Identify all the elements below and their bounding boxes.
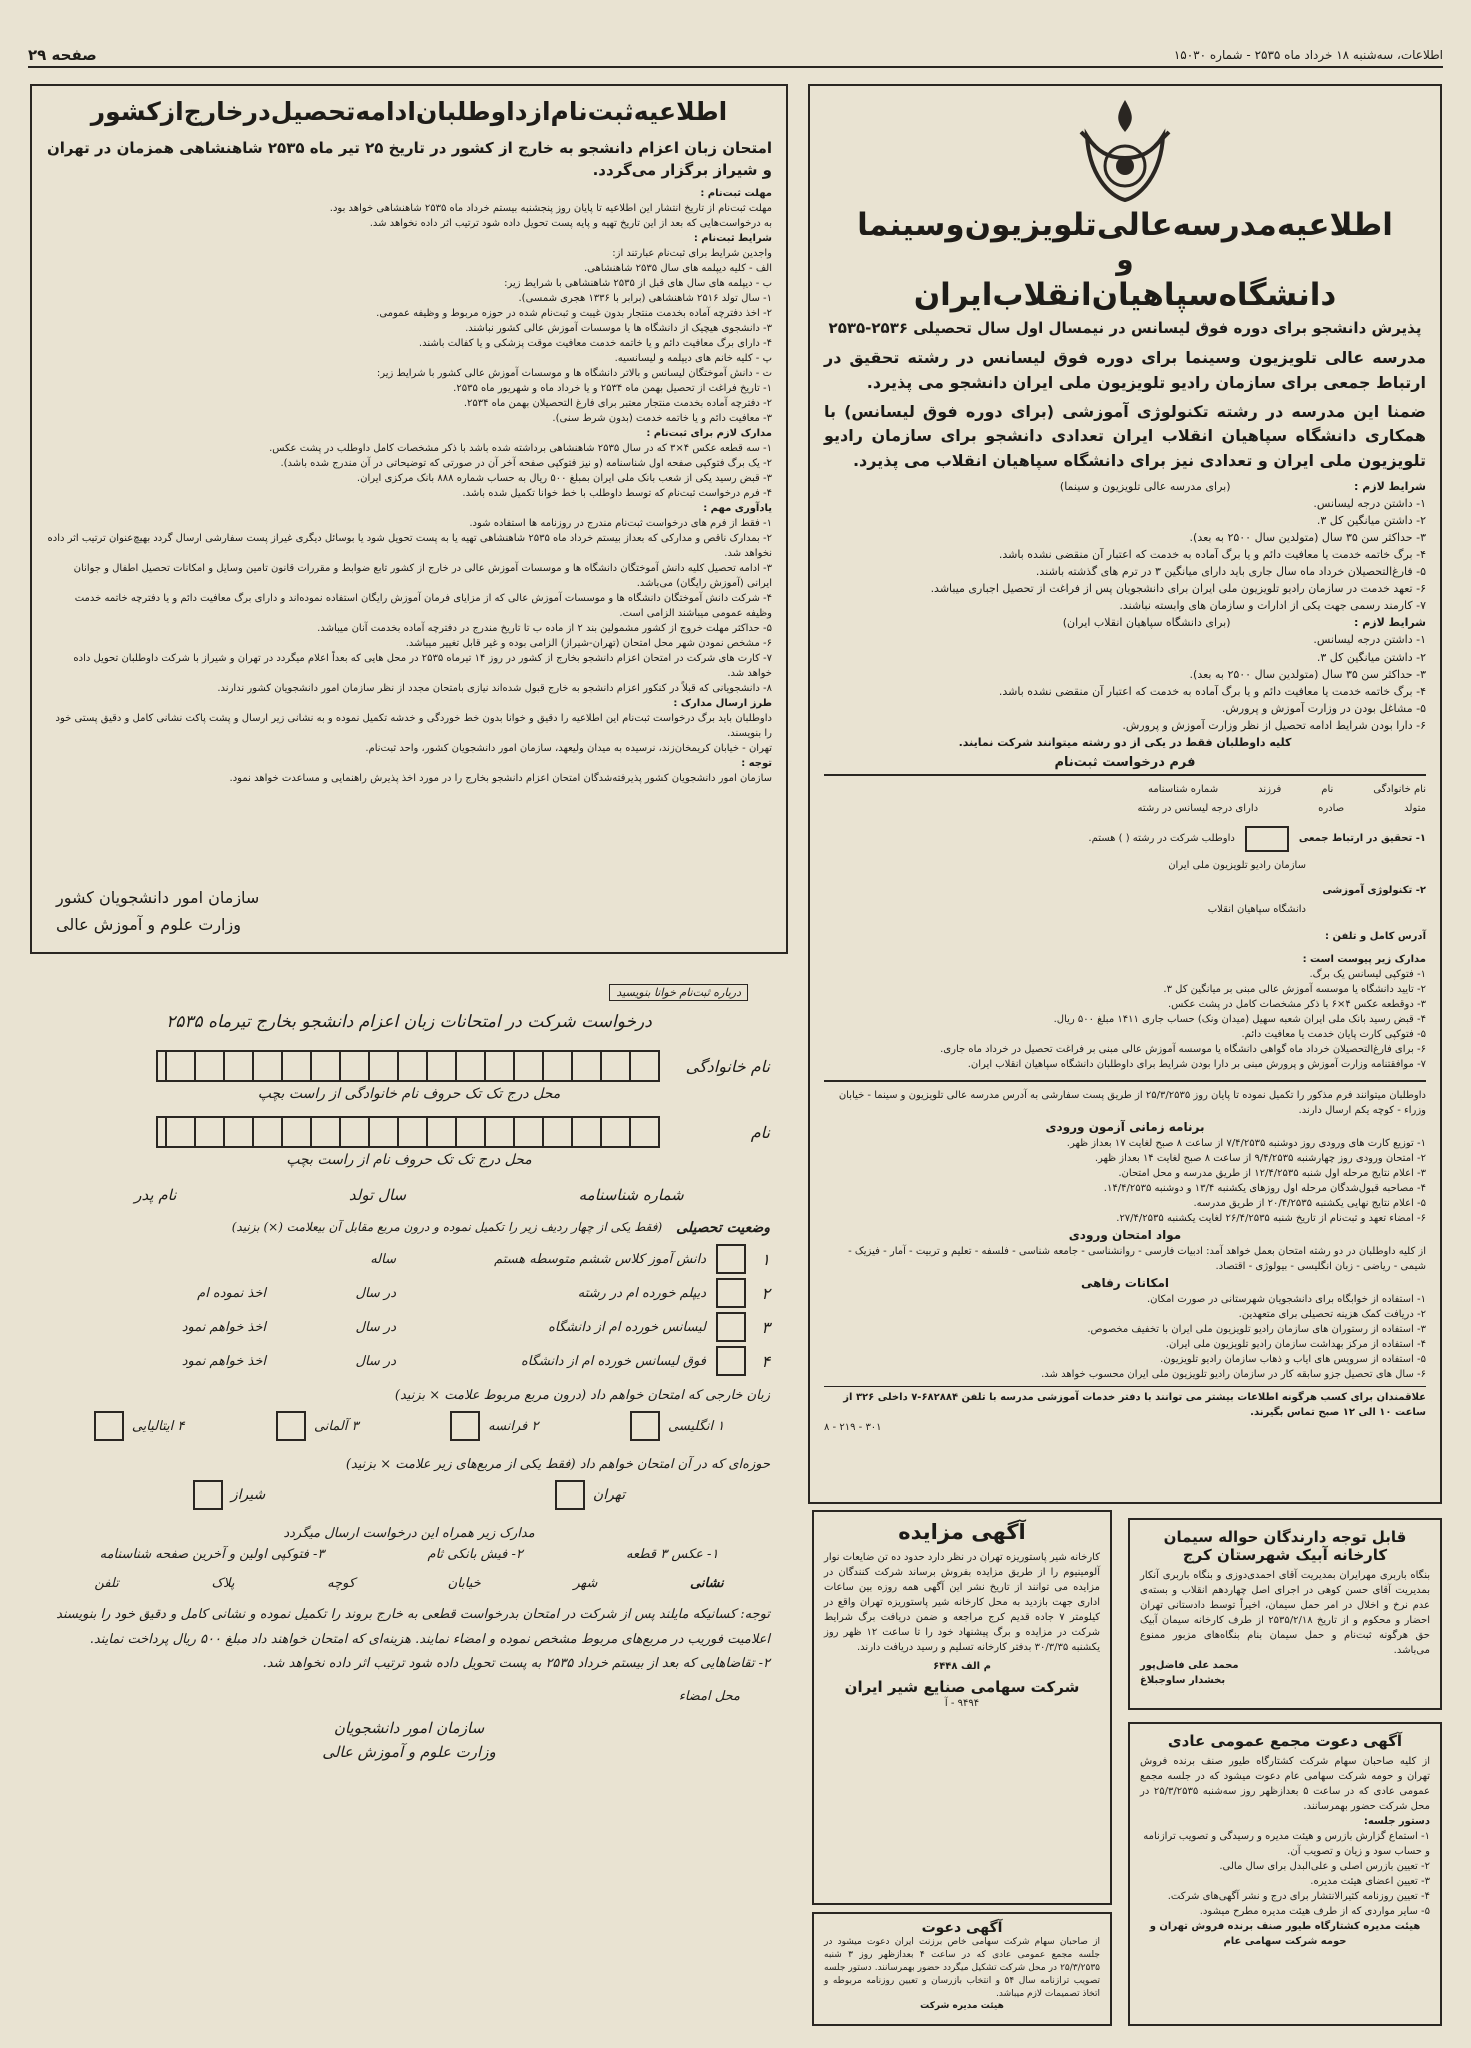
row-label: دیپلم خورده ام در رشته bbox=[577, 1285, 706, 1301]
section-line: ۲- دفترچه آماده بخدمت منتجار معتبر برای فارغ التحصیلان بهمن ماه ۲۵۳۴. bbox=[463, 397, 772, 409]
schedule-list bbox=[824, 1136, 1426, 1226]
section-line: ۵- حداکثر مهلت خروج از کشور مشمولین بند ۲ از ماده ب تا تاریخ مندرج در دفترچه آماده بخدمت آنان میباشد. bbox=[317, 622, 772, 634]
form-option-1-tail: داوطلب شرکت در رشته ( ) هستم. bbox=[1088, 833, 1235, 845]
form-option-1: ۱- تحقیق در ارتباط جمعی bbox=[1298, 833, 1426, 845]
row-right: ساله bbox=[370, 1251, 396, 1267]
list-item: ۲- تایید دانشگاه یا موسسه آموزش عالی مبنی بر میانگین کل ۳. bbox=[1163, 983, 1426, 995]
form-title: فرم درخواست ثبت‌نام bbox=[824, 755, 1426, 776]
school-title-1: اطلاعیه‌مدرسه‌عالی‌تلویزیون‌وسینما bbox=[857, 207, 1393, 243]
signature-ministry: وزارت علوم و آموزش عالی bbox=[56, 914, 241, 934]
section-heading: طرز ارسال مدارک : bbox=[673, 697, 772, 709]
list-item: ۵- مشاغل بودن در وزارت آموزش و پرورش. bbox=[1221, 701, 1426, 715]
school-title-and: و bbox=[1116, 242, 1134, 276]
section bbox=[46, 696, 772, 756]
education-row bbox=[48, 1310, 770, 1344]
section-line: ۱- تاریخ فراغت از تحصیل بهمن ماه ۲۵۳۴ و یا خرداد ماه و شهریور ماه ۲۵۳۵. bbox=[453, 382, 772, 394]
list-item: ۴- تعیین روزنامه کثیرالانتشار برای درج و نشر آگهی‌های شرکت. bbox=[1167, 1891, 1430, 1902]
form-docs-title: مدارک زیر پیوست است : bbox=[1302, 953, 1426, 965]
section-line: ۱- فقط از فرم های درخواست ثبت‌نام مندرج در روزنامه ها استفاده شود. bbox=[469, 517, 772, 529]
education-row bbox=[48, 1344, 770, 1378]
form-option-2-org: دانشگاه سپاهیان انقلاب bbox=[1207, 903, 1306, 915]
section-line: مهلت ثبت‌نام از تاریخ انتشار این اطلاعیه تا پایان روز پنجشنبه بیستم خرداد ماه ۲۵۳۵ شاهنشاهی خواهد بود. bbox=[329, 202, 772, 214]
school-logo bbox=[1065, 96, 1185, 206]
section-line: ۳- قبض رسید یکی از شعب بانک ملی ایران بمبلغ ۵۰۰ ریال به حساب شماره ۸۸۸ بانک مرکزی ایران. bbox=[356, 472, 772, 484]
first-name-row bbox=[48, 1116, 770, 1148]
invite-sign: هیئت مدیره شرکت bbox=[920, 2001, 1004, 2012]
conditions-heading bbox=[824, 478, 1426, 495]
list-item: ۱- داشتن درجه لیسانس. bbox=[1313, 633, 1426, 647]
form-field-father[interactable]: فرزند bbox=[1258, 783, 1282, 795]
conditions-footnote: کلیه داوطلبان فقط در یکی از دو رشته میتوانند شرکت نمایند. bbox=[958, 735, 1292, 749]
assembly-agenda bbox=[1140, 1829, 1430, 1919]
exam-notice bbox=[30, 84, 788, 954]
list-item: ۳- دوقطعه عکس ۴×۶ با ذکر مشخصات کامل در پشت عکس. bbox=[1168, 998, 1426, 1010]
language-options bbox=[48, 1411, 770, 1441]
invite-notice bbox=[812, 1912, 1112, 2026]
city-options bbox=[48, 1480, 770, 1510]
section-line: ۳- دانشجوی هیچیک از دانشگاه ها یا موسسات آموزش عالی کشور نباشند. bbox=[465, 322, 772, 334]
birth-id[interactable]: شماره شناسنامه bbox=[578, 1186, 684, 1204]
language-label: ۱ انگلیسی bbox=[668, 1418, 725, 1434]
list-item: ۷- کارمند رسمی جهت یکی از ادارات و سازمان های وابسته نباشند. bbox=[1119, 599, 1426, 613]
assembly-sign: هیئت مدیره کشتارگاه طیور صنف برنده فروش تهران و حومه شرکت سهامی عام bbox=[1149, 1921, 1421, 1947]
row-mid: در سال bbox=[355, 1353, 396, 1369]
section bbox=[46, 231, 772, 426]
form-org bbox=[48, 1716, 770, 1764]
assembly-notice bbox=[1128, 1722, 1442, 2026]
section bbox=[46, 426, 772, 501]
row-right: اخذ نموده ام bbox=[197, 1285, 266, 1301]
language-option bbox=[450, 1411, 538, 1441]
cement-title: قابل توجه دارندگان حواله سیمان bbox=[1163, 1528, 1407, 1546]
exam-notice-lead: امتحان زبان اعزام دانشجو به خارج از کشور در تاریخ ۲۵ تیر ماه ۲۵۳۵ شاهنشاهی همزمان در تهران و شیراز برگزار می‌گردد. bbox=[46, 138, 772, 179]
section-line: ت - دانش آموختگان لیسانس و بالاتر دانشگاه ها و موسسات آموزش عالی کشور با شرایط زیر: bbox=[376, 367, 772, 379]
form-option-2: ۲- تکنولوژی آموزشی bbox=[1322, 884, 1426, 896]
deadline-text: داوطلبان میتوانند فرم مذکور را تکمیل نموده تا پایان روز ۲۵/۳/۲۵۳۵ از طریق پست سفارشی به آدرس مدرسه عالی تلویزیون و سینما - خیابان وزراء - کوچه یکم ارسال دارند. bbox=[838, 1089, 1426, 1116]
form-option-1-org: سازمان رادیو تلویزیون ملی ایران bbox=[1168, 859, 1306, 871]
father-name[interactable]: نام پدر bbox=[134, 1186, 177, 1204]
list-item: ۳- اعلام نتایج مرحله اول شنبه ۱۲/۴/۲۵۳۵ از طریق مدرسه و محل امتحان. bbox=[1118, 1167, 1426, 1179]
list-item: ۱- فتوکپی لیسانس یک برگ. bbox=[1309, 968, 1426, 980]
language-option bbox=[94, 1411, 185, 1441]
form-note: توجه: کسانیکه مایلند پس از شرکت در امتحان بدرخواست قطعی به خارج بروند را تکمیل نموده و نشانی کامل و دقیق خود را بنویسند اعلامیت فوریب در مربع‌های مربوط مشخص نموده و امضاء نمایند. هزینه‌ای که امتحان خواهند داد مبلغ ۵۰۰ ریال پرداخت نمایند. bbox=[56, 1607, 770, 1647]
list-item: ۶- برای فارغ‌التحصیلان خرداد ماه گواهی دانشگاه یا موسسه آموزش عالی مبنی بر فراغت تحصیل در خرداد ماه جاری. bbox=[940, 1043, 1426, 1055]
row-right: اخذ خواهم نمود bbox=[181, 1319, 266, 1335]
form-docs-list bbox=[824, 967, 1426, 1072]
list-item: ۳- فتوکپی اولین و آخرین صفحه شناسنامه bbox=[99, 1547, 325, 1562]
list-item: ۱- استفاده از خوابگاه برای دانشجویان شهرستانی در صورت امکان. bbox=[1146, 1293, 1426, 1305]
section-heading: شرایط ثبت‌نام : bbox=[693, 232, 772, 244]
row-number: ۳ bbox=[761, 1317, 770, 1337]
exam-notice-body bbox=[46, 186, 772, 786]
language-label: ۲ فرانسه bbox=[488, 1418, 539, 1434]
address-number[interactable]: پلاک bbox=[211, 1576, 235, 1591]
section-line: تهران - خیابان کریمخان‌زند، نرسیده به میدان ولیعهد، سازمان امور دانشجویان کشور، واحد ثبت‌نام. bbox=[365, 742, 772, 754]
school-intro-2: ضمنا این مدرسه در رشته تکنولوژی آموزشی (برای دوره فوق لیسانس) با همکاری دانشگاه سپاهیان انقلاب ایران تعدادی دانشجو برای سازمان رادیو تلویزیون ملی ایران و تعدادی نیز برای دانشگاه سپاهیان انقلاب می پذیرد. bbox=[824, 401, 1426, 471]
section-line: ۶- مشخص نمودن شهر محل امتحان (تهران-شیراز) الزامی بوده و غیر قابل تغییر میباشد. bbox=[405, 637, 772, 649]
city-label: شیراز bbox=[230, 1487, 266, 1503]
form-field-degree[interactable]: دارای درجه لیسانس در رشته bbox=[1137, 802, 1259, 814]
address-street[interactable]: خیابان bbox=[447, 1576, 481, 1591]
section-line: الف - کلیه دیپلمه های سال ۲۵۳۵ شاهنشاهی. bbox=[584, 262, 772, 274]
form-address[interactable]: آدرس کامل و تلفن : bbox=[1325, 930, 1426, 942]
birth-year[interactable]: سال تولد bbox=[348, 1186, 407, 1204]
auction-body: کارخانه شیر پاستوریزه تهران در نظر دارد حدود ده تن ضایعات نوار آلومینیوم را از طریق مزایده بفروش برساند شرکت کنندگان در مزایده می توانند از تاریخ نشر این آگهی همه روزه بین ساعات اداری جهت بازدید به محل کارخانه شیر پاستوریزه تهران واقع در کیلومتر ۷ جاده قدیم کرج مراجعه و ضمن دریافت برگ شرایط شرکت در مزایده و برگ پیشنهاد خود را تا ساعت ۱۲ ظهر روز یکشنبه ۳۰/۳/۳۵ بدفتر کارخانه تسلیم و رسید دریافت دارند. bbox=[824, 1552, 1100, 1653]
list-item: ۱- داشتن درجه لیسانس. bbox=[1313, 497, 1426, 511]
list-item: ۶- تعهد خدمت در سازمان رادیو تلویزیون ملی ایران برای دانشجویان پس از فراغت از تحصیل اجباری میباشد. bbox=[930, 582, 1426, 596]
list-item: ۷- موافقتنامه وزارت آموزش و پرورش مبنی بر دارا بودن شرایط برای داوطلبان دانشگاه سپاهیان انقلاب ایران. bbox=[967, 1058, 1426, 1070]
assembly-title: آگهی دعوت مجمع عمومی عادی bbox=[1167, 1732, 1403, 1750]
list-item: ۴- برگ خاتمه خدمت یا معافیت دائم و یا برگ آماده به خدمت که اعتبار آن منقضی نشده باشد. bbox=[998, 684, 1426, 698]
education-row bbox=[48, 1242, 770, 1276]
section-line: ۸- دانشجویانی که قبلاً در کنکور اعزام دانشجو به خارج قبول شده‌اند نیازی بامتحان مجدد از نظر سازمان امور دانشجویان کشور ندارند. bbox=[217, 682, 772, 694]
education-note: (فقط یکی از چهار ردیف زیر را تکمیل نموده و درون مربع مقابل آن بیعلامت (×) بزنید) bbox=[231, 1220, 663, 1234]
form-footer bbox=[48, 1689, 770, 1704]
language-option bbox=[630, 1411, 724, 1441]
school-title-2: دانشگاه‌سپاهیان‌انقلاب‌ایران bbox=[913, 276, 1337, 313]
list-item: ۴- قبض رسید بانک ملی ایران شعبه سهیل (میدان ونک) حساب جاری ۱۴۱۱ مبلغ ۵۰۰ ریال. bbox=[1053, 1013, 1426, 1025]
language-checkbox[interactable] bbox=[94, 1411, 124, 1441]
conditions-note: (برای مدرسه عالی تلویزیون و سینما) bbox=[1059, 480, 1231, 494]
invite-title: آگهی دعوت bbox=[921, 1920, 1003, 1936]
section-line: به درخواست‌هایی که بعد از این تاریخ تهیه و پایه پست تحویل داده شود ترتیب اثر داده نخواهد شد. bbox=[369, 217, 772, 229]
list-item: ۳- حداکثر سن ۳۵ سال (متولدین سال ۲۵۰۰ به بعد). bbox=[1189, 531, 1426, 545]
row-label: دانش آموز کلاس ششم متوسطه هستم bbox=[494, 1251, 706, 1267]
exam-title: مواد امتحان ورودی bbox=[1068, 1227, 1182, 1242]
row-label: لیسانس خورده ام از دانشگاه bbox=[548, 1319, 706, 1335]
option-1-checkbox[interactable] bbox=[1245, 826, 1289, 852]
list-item: ۱- توزیع کارت های ورودی روز دوشنبه ۷/۴/۲۵۳۵ از ساعت ۸ صبح لغایت ۱۷ بعداز ظهر. bbox=[1066, 1137, 1426, 1149]
divider bbox=[824, 1080, 1426, 1082]
city-option bbox=[193, 1480, 265, 1510]
cement-subtitle: کارخانه آبیک شهرستان کرج bbox=[1182, 1546, 1388, 1564]
education-checkbox[interactable] bbox=[716, 1312, 746, 1342]
section-line: داوطلبان باید برگ درخواست ثبت‌نام این اطلاعیه را دقیق و خوانا بدون خط خوردگی و خدشه تکمیل نموده و به نشانی زیر ارسال و پشت پاکت نشانی کامل و دقیق پستی خود را بنویسند. bbox=[55, 712, 772, 739]
list-item: ۲- داشتن میانگین کل ۳. bbox=[1316, 650, 1426, 664]
form-note-2: ۲- تقاضاهایی که بعد از بیستم خرداد ۲۵۳۵ به پست تحویل داده شود ترتیب اثر داده نخواهد شد. bbox=[262, 1656, 770, 1672]
signature-org: سازمان امور دانشجویان کشور bbox=[56, 887, 260, 907]
education-rows bbox=[48, 1242, 770, 1378]
list-item: ۵- استفاده از سرویس های ایاب و ذهاب سازمان رادیو تلویزیون. bbox=[1160, 1353, 1426, 1365]
city-label: تهران bbox=[592, 1487, 626, 1503]
last-name-row bbox=[48, 1050, 770, 1082]
section-line: سازمان امور دانشجویان کشور پذیرفته‌شدگان امتحان اعزام دانشجو بخارج را در مورد اخذ پذیرش راهنمایی و مساعدت خواهد نمود. bbox=[229, 772, 772, 784]
exam-notice-title: اطلاعیه‌ثبت‌نام‌ازداوطلبان‌ادامه‌تحصیل‌درخارج‌از‌کشور bbox=[90, 97, 728, 126]
school-intro-1: مدرسه عالی تلویزیون وسینما برای دوره فوق لیسانس در رشته تحقیق در ارتباط جمعی برای سازمان رادیو تلویزیون ملی ایران دانشجو می پذیرد. bbox=[824, 348, 1426, 392]
section-line: ۳- معافیت دائم و یا خاتمه خدمت (بدون شرط سنی). bbox=[552, 412, 772, 424]
handwritten-form bbox=[30, 976, 788, 2026]
education-row bbox=[48, 1276, 770, 1310]
section-heading: یادآوری مهم : bbox=[703, 502, 772, 514]
list-item: ۵- فتوکپی کارت پایان خدمت یا معافیت دائم. bbox=[1241, 1028, 1426, 1040]
conditions2-title: شرایط لازم : bbox=[1354, 616, 1426, 630]
documents-question: مدارک زیر همراه این درخواست ارسال میگردد bbox=[283, 1526, 535, 1541]
cement-notice bbox=[1128, 1518, 1442, 1710]
education-title: وضعیت تحصیلی bbox=[676, 1220, 770, 1236]
section-line: ب - دیپلمه های سال های قبل از ۲۵۳۵ شاهنشاهی با شرایط زیر: bbox=[504, 277, 772, 289]
section bbox=[46, 501, 772, 696]
page-header bbox=[28, 44, 1443, 68]
conditions-list bbox=[824, 495, 1426, 614]
address-phone[interactable]: تلفن bbox=[94, 1576, 119, 1591]
conditions2-list bbox=[824, 631, 1426, 733]
section-line: پ - کلیه خانم های دیپلمه و لیسانسیه. bbox=[614, 352, 772, 364]
welfare-title: امکانات رفاهی bbox=[1080, 1275, 1169, 1290]
city-question: حوزه‌ای که در آن امتحان خواهم داد (فقط یکی از مربع‌های زیر علامت × بزنید) bbox=[345, 1457, 770, 1472]
section bbox=[46, 756, 772, 786]
city-checkbox[interactable] bbox=[193, 1480, 223, 1510]
list-item: ۱- عکس ۳ قطعه bbox=[626, 1547, 719, 1562]
last-name-hint: محل درج تک تک حروف نام خانوادگی از راست بچپ bbox=[257, 1086, 561, 1102]
last-name-boxes[interactable] bbox=[156, 1050, 660, 1082]
list-item: ۶- امضاء تعهد و ثبت‌نام از تاریخ شنبه ۲۶/۴/۲۵۳۵ لغایت یکشنبه ۲۷/۴/۲۵۳۵. bbox=[1116, 1212, 1426, 1224]
cement-body: بنگاه باربری مهرایران بمدیریت آقای احمدی‌دوزی و بنگاه باربری آنکار بمدیریت آقای حسن کوهی در اجرای اصل چهاردهم انقلاب و بسته‌ی عدم نرخ و اخلال در امر حمل سیمان، اخیراً توسط دادستانی تهران احضار و محکوم و از تاریخ ۲۵۳۵/۲/۱۸ از طرف کارخانه سیمان آبیک حق هرگونه ثبت‌نام و حمل سیمان بنام بنگاه‌های مزبور ممنوع می‌باشد. bbox=[1140, 1570, 1431, 1656]
row-number: ۴ bbox=[761, 1351, 770, 1371]
city-option bbox=[555, 1480, 625, 1510]
exam-text: از کلیه داوطلبان در دو رشته امتحان بعمل خواهد آمد: ادبیات فارسی - روانشناسی - جامعه شناسی - فلسفه - تعلیم و تربیت - آمار - فیزیک - شیمی - ریاضی - زبان انگلیسی - بیولوژی - اقتصاد. bbox=[848, 1245, 1426, 1272]
row-mid: در سال bbox=[355, 1285, 396, 1301]
school-notice bbox=[808, 84, 1442, 1504]
language-label: ۳ آلمانی bbox=[313, 1418, 359, 1434]
auction-company: شرکت سهامی صنایع شیر ایران bbox=[844, 1678, 1080, 1696]
education-checkbox[interactable] bbox=[716, 1244, 746, 1274]
masthead-line: اطلاعات، سه‌شنبه ۱۸ خرداد ماه ۲۵۳۵ - شماره ۱۵۰۳۰ bbox=[1173, 48, 1443, 62]
list-item: ۴- استفاده از مرکز بهداشت سازمان رادیو تلویزیون ملی ایران. bbox=[1165, 1338, 1426, 1350]
language-checkbox[interactable] bbox=[630, 1411, 660, 1441]
application-form bbox=[824, 782, 1426, 1072]
auction-title: آگهی مزایده bbox=[898, 1520, 1026, 1544]
contact-text: علاقمندان برای کسب هرگونه اطلاعات بیشتر می توانند با دفتر خدمات آموزشی مدرسه با تلفن ۶۸۲۸۸۴-۷ داخلی ۳۲۶ از ساعت ۱۰ الی ۱۲ صبح تماس بگیرند. bbox=[824, 1386, 1426, 1420]
form-field-born[interactable]: متولد bbox=[1404, 802, 1426, 814]
section-line: ۷- کارت های شرکت در امتحان اعزام دانشجو بخارج از کشور در روز ۱۴ تیرماه ۲۵۳۵ در محل هایی که بعداً اعلام میگردد در تهران و شیراز با شرکت داوطلبان تحویل داده خواهد شد. bbox=[73, 652, 772, 679]
form-tag: درباره ثبت‌نام خوانا بنویسید bbox=[609, 984, 748, 1001]
education-checkbox[interactable] bbox=[716, 1346, 746, 1376]
documents-list bbox=[48, 1547, 770, 1562]
birth-row bbox=[48, 1186, 770, 1204]
list-item: ۱- استماع گزارش بازرس و هیئت مدیره و رسیدگی و تصویب ترازنامه و حساب سود و زیان و تصویب آن. bbox=[1143, 1831, 1430, 1857]
section-line: ۴- فرم درخواست ثبت‌نام که توسط داوطلب با خط خوانا تکمیل شده باشد. bbox=[462, 487, 772, 499]
list-item: ۳- استفاده از رستوران های سازمان رادیو تلویزیون ملی ایران با تخفیف مخصوص. bbox=[1087, 1323, 1426, 1335]
list-item: ۴- مصاحبه قبول‌شدگان مرحله اول روزهای یکشنبه ۱۳/۴ و دوشنبه ۱۴/۴/۲۵۳۵. bbox=[1103, 1182, 1426, 1194]
first-name-label: نام bbox=[750, 1122, 770, 1142]
list-item: ۵- سایر مواردی که از طرف هیئت مدیره مطرح میشود. bbox=[1199, 1906, 1430, 1917]
section-line: ۱- سه قطعه عکس ۴×۳ که در سال ۲۵۳۵ شاهنشاهی برداشته شده باشد با ذکر مشخصات کامل داوطلب در پشت عکس. bbox=[269, 442, 772, 454]
section-heading: توجه : bbox=[741, 757, 772, 769]
list-item: ۳- حداکثر سن ۳۵ سال (متولدین سال ۲۵۰۰ به بعد). bbox=[1189, 667, 1426, 681]
section-line: ۴- دارای برگ معافیت دائم و یا خاتمه خدمت معافیت موقت پزشکی و یا کفالت باشند. bbox=[418, 337, 772, 349]
row-number: ۱ bbox=[761, 1249, 770, 1269]
row-number: ۲ bbox=[761, 1283, 770, 1303]
section-heading: مهلت ثبت‌نام : bbox=[700, 187, 772, 199]
form-field-issued[interactable]: صادره bbox=[1318, 802, 1345, 814]
row-right: اخذ خواهم نمود bbox=[181, 1353, 266, 1369]
form-org-2: وزارت علوم و آموزش عالی bbox=[322, 1743, 496, 1762]
section bbox=[46, 186, 772, 231]
row-mid: در سال bbox=[355, 1319, 396, 1335]
conditions2-note: (برای دانشگاه سپاهیان انقلاب ایران) bbox=[1062, 616, 1231, 630]
form-field-name[interactable]: نام bbox=[1321, 783, 1334, 795]
section-line: ۲- یک برگ فتوکپی صفحه اول شناسنامه (و نیز فتوکپی صفحه آخر آن در صورتی که توضیحاتی در آن مندرج شده باشد). bbox=[280, 457, 772, 469]
form-org-1: سازمان امور دانشجویان bbox=[333, 1719, 485, 1738]
auction-notice bbox=[812, 1510, 1112, 1905]
cement-sign-2: بخشدار ساوجبلاغ bbox=[1140, 1675, 1226, 1686]
list-item: ۴- برگ خاتمه خدمت یا معافیت دائم و یا برگ آماده به خدمت که اعتبار آن منقضی نشده باشد. bbox=[998, 548, 1426, 562]
list-item: ۲- داشتن میانگین کل ۳. bbox=[1316, 514, 1426, 528]
city-checkbox[interactable] bbox=[555, 1480, 585, 1510]
section-line: ۲- اخذ دفترچه آماده بخدمت منتجار بدون غیبت و ثبت‌نام شده در حوزه مربوط و وظیفه عمومی. bbox=[376, 307, 772, 319]
signature-place[interactable]: محل امضاء bbox=[678, 1689, 740, 1705]
address-alley[interactable]: کوچه bbox=[327, 1576, 356, 1591]
section-line: ۱- سال تولد ۲۵۱۶ شاهنشاهی (برابر با ۱۳۳۶ هجری شمسی). bbox=[518, 292, 772, 304]
education-heading bbox=[48, 1220, 770, 1236]
form-field-id[interactable]: شماره شناسنامه bbox=[1148, 783, 1219, 795]
page-number: صفحه ۲۹ bbox=[28, 46, 97, 64]
row-label: فوق لیسانس خورده ام از دانشگاه bbox=[520, 1353, 706, 1369]
language-question: زبان خارجی که امتحان خواهم داد (درون مربع مربوط علامت × بزنید) bbox=[394, 1388, 770, 1403]
language-checkbox[interactable] bbox=[276, 1411, 306, 1441]
auction-code: م الف ۶۴۴۸ bbox=[933, 1661, 991, 1672]
address-row bbox=[48, 1576, 770, 1591]
last-name-label: نام خانوادگی bbox=[685, 1056, 770, 1076]
section-line: ۴- شرکت دانش آموختگان دانشگاه ها و موسسات آموزش عالی که از مزایای فرمان آموزش رایگان استفاده نموده‌اند و دارای برگ معافیت دائم و یا دفترچه خاتمه خدمت وظیفه عمومی میباشند الزامی است. bbox=[74, 592, 772, 619]
language-label: ۴ ایتالیایی bbox=[131, 1418, 185, 1434]
section-heading: مدارک لازم برای ثبت‌نام : bbox=[646, 427, 772, 439]
auction-ref: ۹۴۹۴ - آ bbox=[944, 1698, 980, 1709]
language-option bbox=[276, 1411, 359, 1441]
assembly-body: از کلیه صاحبان سهام شرکت کشتارگاه طیور صنف برنده فروش تهران و حومه شرکت سهامی عام دعوت میشود که در جلسه مجمع عمومی عادی که در ساعت ۵ بعدازظهر روز سه‌شنبه ۲۵/۳/۲۵۳۵ در محل شرکت حضور بهمرسانند. bbox=[1140, 1756, 1430, 1812]
first-name-boxes[interactable] bbox=[156, 1116, 660, 1148]
list-item: ۲- فیش بانکی ثام bbox=[427, 1547, 523, 1562]
conditions2-heading bbox=[824, 614, 1426, 631]
school-code: ۳۰۱ - ۲۱۹ - ۸ bbox=[824, 1421, 882, 1433]
list-item: ۳- تعیین اعضای هیئت مدیره. bbox=[1310, 1876, 1430, 1887]
first-name-hint: محل درج تک تک حروف نام از راست بچپ bbox=[286, 1152, 532, 1168]
welfare-list bbox=[824, 1292, 1426, 1382]
invite-body: از صاحبان سهام شرکت سهامی خاص برزنت ایران دعوت میشود در جلسه مجمع عمومی عادی که در ساعت ۴ بعدازظهر روز ۳ شنبه ۲۵/۳/۲۵۳۵ در محل شرکت تشکیل میگردد حضور بهمرسانند. دستور جلسه تصویب ترازنامه سال ۵۴ و انتخاب بازرسان و تعیین روزنامه مربوطه و اتخاذ تصمیمات لازم میباشد. bbox=[824, 1937, 1101, 2000]
cement-sign-1: محمد علی فاضل‌پور bbox=[1140, 1660, 1239, 1671]
language-checkbox[interactable] bbox=[450, 1411, 480, 1441]
section-line: واجدین شرایط برای ثبت‌نام عبارتند از: bbox=[612, 247, 772, 259]
section-line: ۲- بمدارک ناقص و مدارکی که بعداز بیستم خرداد ماه ۲۵۳۵ شاهنشاهی تهیه یا به پست تحویل شود یا بوسائل دیگری غیراز پست سفارشی ارسال گردد بهیچ‌عنوان ترتیب اثر داده نخواهد شد. bbox=[47, 532, 772, 559]
address-city[interactable]: شهر bbox=[573, 1576, 598, 1591]
education-checkbox[interactable] bbox=[716, 1278, 746, 1308]
list-item: ۲- دریافت کمک هزینه تحصیلی برای متعهدین. bbox=[1238, 1308, 1426, 1320]
list-item: ۶- سال های تحصیل جزو سابقه کار در سازمان رادیو تلویزیون ملی ایران محسوب خواهد شد. bbox=[1041, 1368, 1426, 1380]
section-line: ۳- ادامه تحصیل کلیه دانش آموختگان دانشگاه ها و موسسات آموزش عالی در خارج از کشور تابع ضوابط و مقررات قانون تامین وسایل و امکانات تحصیل اطفال و جوانان ایرانی (آموزش رایگان) می‌باشد. bbox=[73, 562, 772, 589]
hand-form-title: درخواست شرکت در امتحانات زبان اعزام دانشجو بخارج تیرماه ۲۵۳۵ bbox=[166, 1012, 652, 1032]
list-item: ۵- اعلام نتایج نهایی یکشنبه ۲۰/۴/۲۵۳۵ از طریق مدرسه. bbox=[1193, 1197, 1426, 1209]
exam-notice-signature bbox=[56, 884, 259, 938]
list-item: ۲- امتحان ورودی روز چهارشنبه ۹/۴/۲۵۳۵ از ساعت ۸ صبح لغایت ۱۴ بعداز ظهر. bbox=[1094, 1152, 1426, 1164]
list-item: ۶- دارا بودن شرایط ادامه تحصیل از نظر وزارت آموزش و پرورش. bbox=[1122, 718, 1426, 732]
school-subtitle: پذیرش دانشجو برای دوره فوق لیسانس در نیمسال اول سال تحصیلی ۲۵۳۶-۲۵۳۵ bbox=[828, 319, 1422, 338]
assembly-agenda-title: دستور جلسه: bbox=[1363, 1816, 1430, 1827]
address-label: نشانی bbox=[690, 1576, 724, 1591]
conditions-title: شرایط لازم : bbox=[1354, 480, 1426, 494]
schedule-title: برنامه زمانی آزمون ورودی bbox=[1045, 1119, 1205, 1134]
form-field-lastname[interactable]: نام خانوادگی bbox=[1373, 783, 1426, 795]
list-item: ۲- تعیین بازرس اصلی و علی‌البدل برای سال مالی. bbox=[1219, 1861, 1430, 1872]
list-item: ۵- فارغ‌التحصیلان خرداد ماه سال جاری باید دارای میانگین ۳ در ترم های گذشته باشند. bbox=[1035, 565, 1426, 579]
